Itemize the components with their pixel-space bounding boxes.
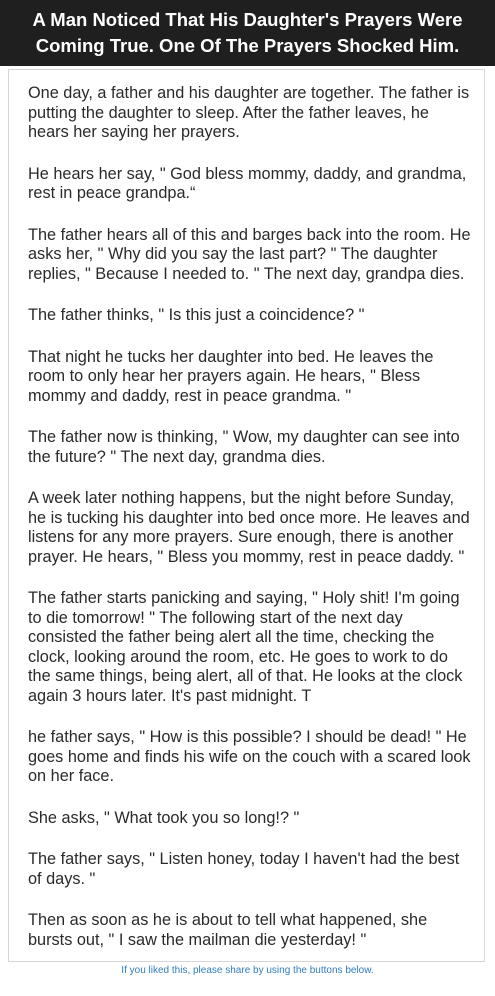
page-title: A Man Noticed That His Daughter's Prayers Were Coming True. One Of The Prayers Shocked Him. [32, 9, 463, 56]
story-paragraph-12: Then as soon as he is about to tell what happened, she bursts out, " I saw the mailman die yesterday! " [28, 911, 428, 949]
story-paragraph-2: He hears her say, " God bless mommy, daddy, and grandma, rest in peace grandpa.“ [28, 164, 467, 202]
story-paragraph-8: The father starts panicking and saying, " Holy shit! I'm going to die tomorrow! " The following start of the next day consisted the father being alert all the time, checking the clock, looking around the room, etc. He goes to work to do the same things, being alert, all of that. He looks at the clock again 3 hours later. It's past midnight. T [28, 589, 463, 705]
story-paragraph-9: he father says, " How is this possible? I should be dead! " He goes home and finds his wife on the couch with a scared look on her face. [28, 728, 471, 785]
story-paragraph-1: One day, a father and his daughter are together. The father is putting the daughter to sleep. After the father leaves, he hears her saying her prayers. [28, 84, 470, 141]
story-paragraph-4: The father thinks, " Is this just a coincidence? " [28, 306, 365, 324]
story-body [28, 84, 474, 972]
header-banner [0, 0, 495, 66]
story-paragraph-6: The father now is thinking, " Wow, my daughter can see into the future? " The next day, grandma dies. [28, 428, 460, 466]
story-paragraph-11: The father says, " Listen honey, today I haven't had the best of days. " [28, 850, 460, 888]
story-paragraph-5: That night he tucks her daughter into bed. He leaves the room to only hear her prayers again. He hears, " Bless mommy and daddy, rest in peace grandma. " [28, 347, 434, 405]
story-paragraph-10: She asks, " What took you so long!? " [28, 808, 300, 827]
story-paragraph-3: The father hears all of this and barges back into the room. He asks her, " Why did you say the last part? " The daughter replies, " Because I needed to. " The next day, grandpa dies. [28, 225, 471, 283]
story-paragraph-7: A week later nothing happens, but the night before Sunday, he is tucking his daughter into bed once more. He leaves and listens for any more prayers. Sure enough, there is another prayer. He hears, " Bless you mommy, rest in peace daddy. " [28, 489, 470, 566]
share-footer-text: If you liked this, please share by using the buttons below. [121, 965, 374, 976]
